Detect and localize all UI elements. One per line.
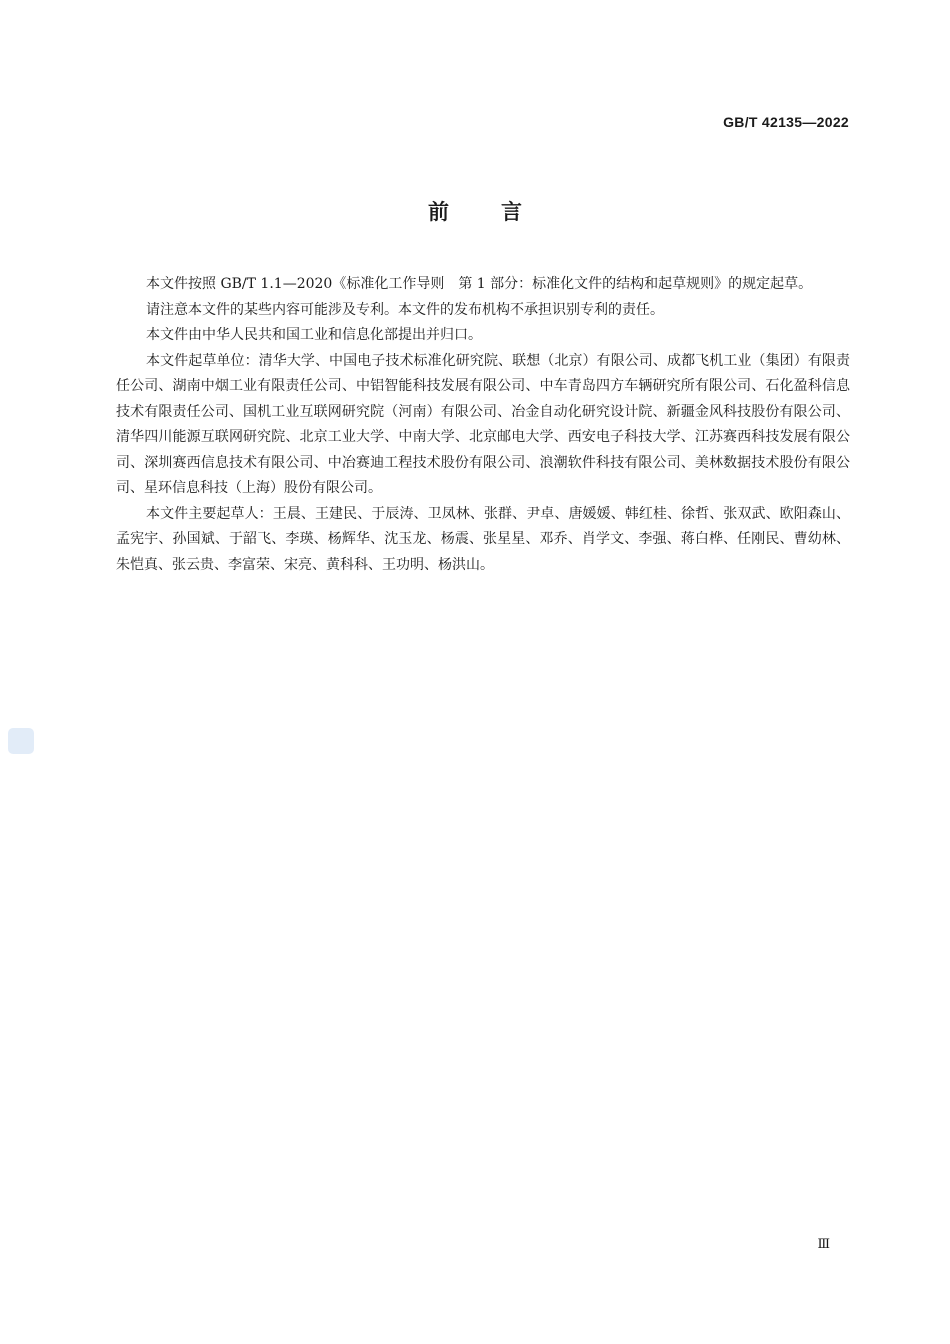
paragraph-proposer: 本文件由中华人民共和国工业和信息化部提出并归口。	[146, 327, 482, 343]
paragraph-patent-notice: 请注意本文件的某些内容可能涉及专利。本文件的发布机构不承担识别专利的责任。	[146, 301, 664, 318]
paragraph-drafters: 本文件主要起草人：王晨、王建民、于辰涛、卫凤林、张群、尹卓、唐媛媛、韩红桂、徐哲、张双武、欧阳森山、孟宪宇、孙国斌、于韶飞、李瑛、杨辉华、沈玉龙、杨震、张星星、邓乔、肖学文、李强、蒋白桦、任刚民、曹幼林、朱恺真、张云贵、李富荣、宋亮、黄科科、王功明、杨洪山。	[116, 505, 850, 573]
document-body	[116, 272, 850, 578]
standard-number: GB/T 42135—2022	[723, 114, 849, 130]
page-number: Ⅲ	[817, 1236, 830, 1251]
paragraph-drafting-units: 本文件起草单位：清华大学、中国电子技术标准化研究院、联想（北京）有限公司、成都飞机工业（集团）有限责任公司、湖南中烟工业有限责任公司、中铝智能科技发展有限公司、中车青岛四方车辆研究所有限公司、石化盈科信息技术有限责任公司、国机工业互联网研究院（河南）有限公司、冶金自动化研究设计院、新疆金风科技股份有限公司、清华四川能源互联网研究院、北京工业大学、中南大学、北京邮电大学、西安电子科技大学、江苏赛西科技发展有限公司、深圳赛西信息技术有限公司、中冶赛迪工程技术股份有限公司、浪潮软件科技有限公司、美林数据技术股份有限公司、星环信息科技（上海）股份有限公司。	[116, 352, 850, 496]
paragraph-drafting-rules: 本文件按照 GB/T 1.1—2020《标准化工作导则 第 1 部分：标准化文件的结构和起草规则》的规定起草。	[146, 276, 813, 292]
page-title: 前言	[428, 200, 574, 224]
side-stamp-logo	[8, 728, 34, 754]
